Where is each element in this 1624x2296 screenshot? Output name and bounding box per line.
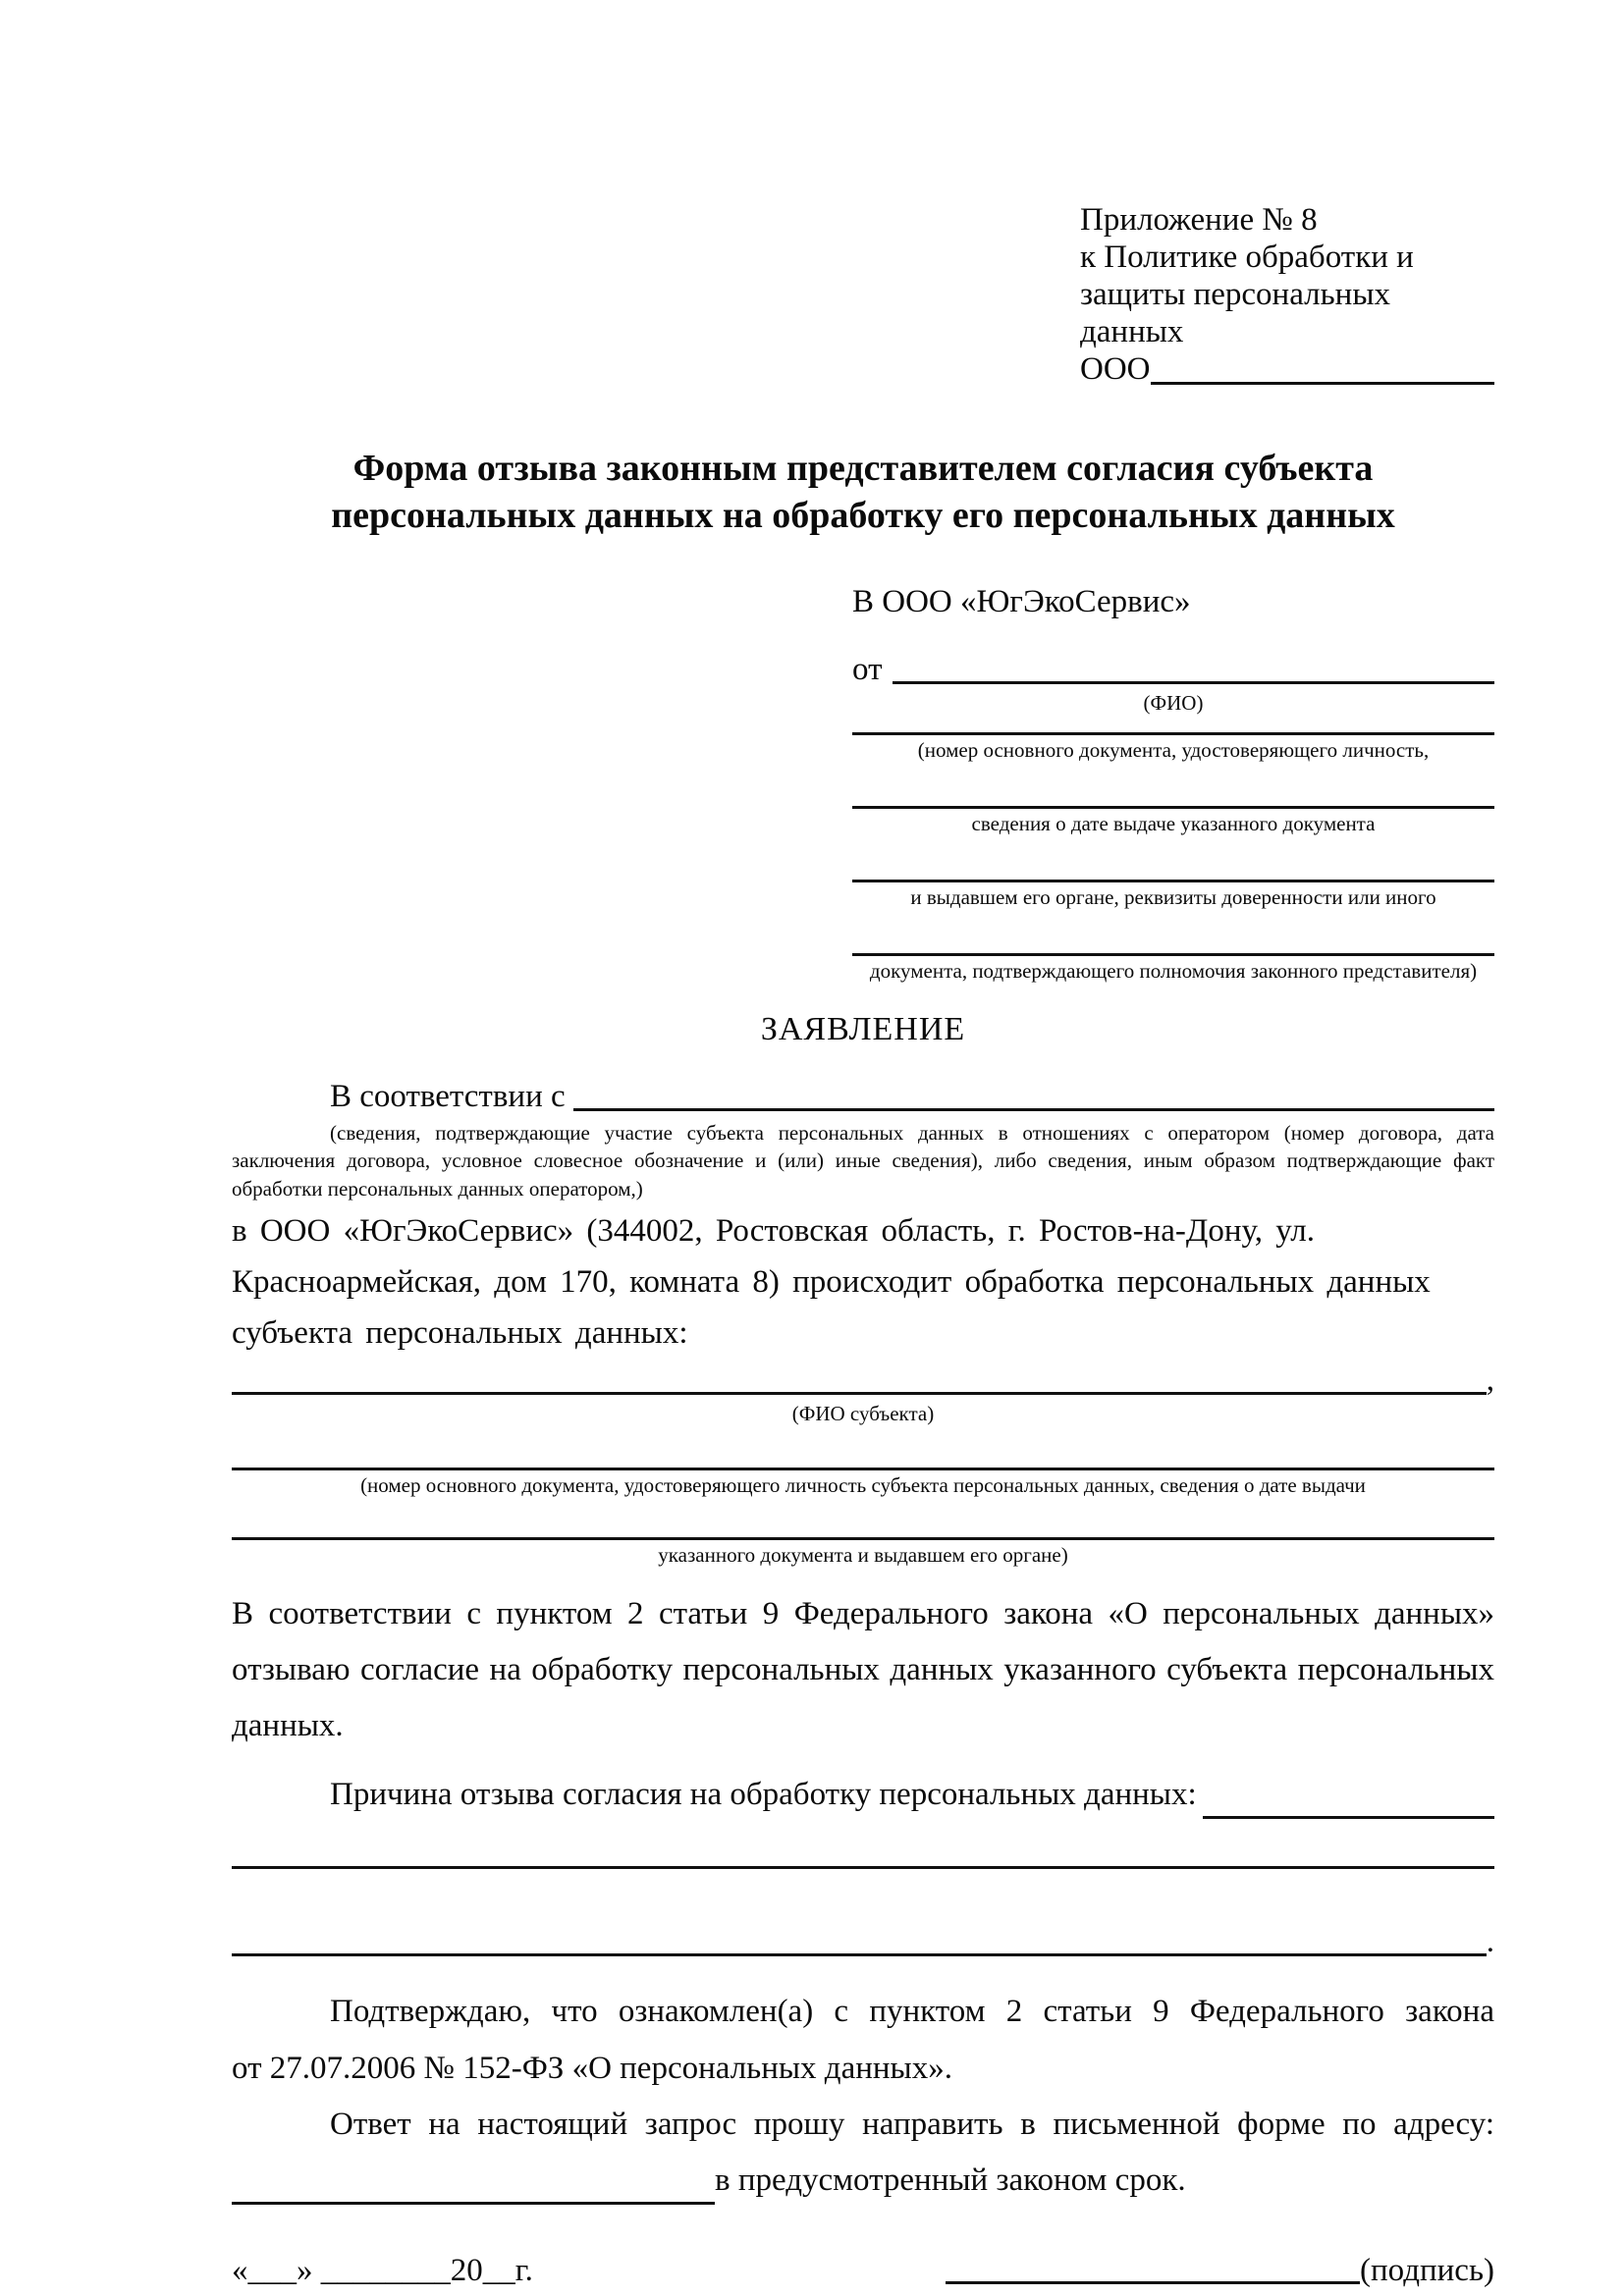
blank-field — [852, 732, 1494, 763]
blank-caption: и выдавшем его органе, реквизиты доверенности или иного — [910, 885, 1436, 910]
appendix-line: защиты персональных данных — [1080, 276, 1390, 349]
appendix-block — [1080, 202, 1494, 389]
signature-blank-line — [946, 2281, 1360, 2284]
blank-caption: сведения о дате выдаче указанного документа — [971, 811, 1376, 835]
reply-row — [232, 2153, 1494, 2209]
operator-line: в ООО «ЮгЭкоСервис» (344002, Ростовская область, г. Ростов-на-Дону, ул. — [232, 1212, 1315, 1249]
reason-row — [232, 1767, 1494, 1823]
from-blank-line — [893, 681, 1495, 684]
blank-line — [852, 806, 1494, 809]
withdraw-line: данных. — [232, 1708, 344, 1744]
ooo-row — [1080, 351, 1494, 389]
withdraw-paragraph — [232, 1586, 1494, 1755]
intro-blank-line — [573, 1108, 1494, 1111]
operator-line: Красноармейская, дом 170, комната 8) происходит обработка персональных данных — [232, 1263, 1431, 1300]
subject-fio-blank-line — [232, 1392, 1487, 1395]
ooo-label: ООО — [1080, 350, 1151, 387]
blank-field — [852, 806, 1494, 836]
document-title — [232, 446, 1494, 540]
withdraw-line: отзываю согласие на обработку персональных данных указанного субъекта персональных — [232, 1652, 1494, 1688]
reply-blank-line — [232, 2202, 715, 2205]
from-row — [852, 652, 1494, 688]
subject-doc-line — [232, 1468, 1494, 1470]
blank-field — [852, 880, 1494, 910]
blank-caption: (номер основного документа, удостоверяющего личность, — [917, 737, 1430, 762]
trailing-period: . — [1486, 1924, 1494, 1960]
title-line: Форма отзыва законным представителем согласия субъекта — [352, 447, 1374, 489]
operator-line: субъекта персональных данных: — [232, 1314, 688, 1351]
reason-extra-blank-1 — [232, 1866, 1494, 1869]
withdraw-line: В соответствии с пунктом 2 статьи 9 Федерального закона «О персональных данных» — [232, 1595, 1494, 1631]
reason-blank-line — [232, 1953, 1487, 1956]
footer-row — [232, 2253, 1494, 2289]
subject-fio-row — [232, 1362, 1494, 1399]
blank-line — [852, 953, 1494, 956]
appendix-line: к Политике обработки и — [1080, 239, 1414, 275]
blank-line — [852, 880, 1494, 882]
confirm-paragraph — [232, 1984, 1494, 2097]
reply-tail: в предусмотренный законом срок. — [715, 2163, 1186, 2199]
note-line: заключения договора, условное словесное обозначение и (или) иные сведения), либо сведения, иным образом подтверждающие факт — [232, 1148, 1494, 1173]
recipient-to: В ООО «ЮгЭкоСервис» — [852, 584, 1191, 620]
subject-doc-caption: (номер основного документа, удостоверяющего личность субъекта персональных данных, сведения о дате выдачи — [360, 1473, 1366, 1498]
blank-line — [852, 732, 1494, 735]
intro-note — [232, 1119, 1494, 1203]
reason-label: Причина отзыва согласия на обработку персональных данных: — [330, 1776, 1197, 1812]
subject-fio-caption: (ФИО субъекта) — [791, 1401, 935, 1425]
fio-caption: (ФИО) — [1143, 691, 1204, 716]
subject-doc-caption: указанного документа и выдавшем его органе) — [658, 1543, 1068, 1568]
recipient-block — [852, 584, 1494, 984]
blank-field — [232, 1468, 1494, 1498]
blank-caption: документа, подтверждающего полномочия законного представителя) — [869, 959, 1478, 984]
title-line: персональных данных на обработку его персональных данных — [331, 494, 1395, 536]
trailing-comma: , — [1486, 1362, 1494, 1398]
date-line: «___» ________20__г. — [232, 2252, 533, 2288]
reason-blank-line — [1203, 1816, 1494, 1819]
confirm-line: от 27.07.2006 № 152-ФЗ «О персональных данных». — [232, 2050, 952, 2086]
signature-caption: (подпись) — [1360, 2252, 1494, 2288]
blank-field — [232, 1537, 1494, 1568]
ooo-blank-line — [1151, 382, 1495, 385]
operator-paragraph — [232, 1205, 1494, 1359]
note-line: обработки персональных данных оператором,) — [232, 1176, 643, 1201]
from-label: от — [852, 652, 883, 688]
confirm-line: Подтверждаю, что ознакомлен(а) с пунктом 2 статьи 9 Федерального закона — [330, 1994, 1494, 2030]
intro-row — [232, 1079, 1494, 1115]
reply-line: Ответ на настоящий запрос прошу направить в письменной форме по адресу: — [330, 2107, 1494, 2143]
subject-doc-line — [232, 1537, 1494, 1540]
signature-area — [946, 2253, 1494, 2289]
note-line: (сведения, подтверждающие участие субъекта персональных данных в отношениях с оператором (номер договора, дата — [330, 1120, 1494, 1145]
appendix-line: Приложение № 8 — [1080, 202, 1318, 238]
statement-heading: ЗАЯВЛЕНИЕ — [760, 1010, 966, 1047]
reason-extra-blank-2 — [232, 1924, 1494, 1960]
intro-label: В соответствии с — [330, 1078, 566, 1114]
blank-field — [852, 953, 1494, 984]
